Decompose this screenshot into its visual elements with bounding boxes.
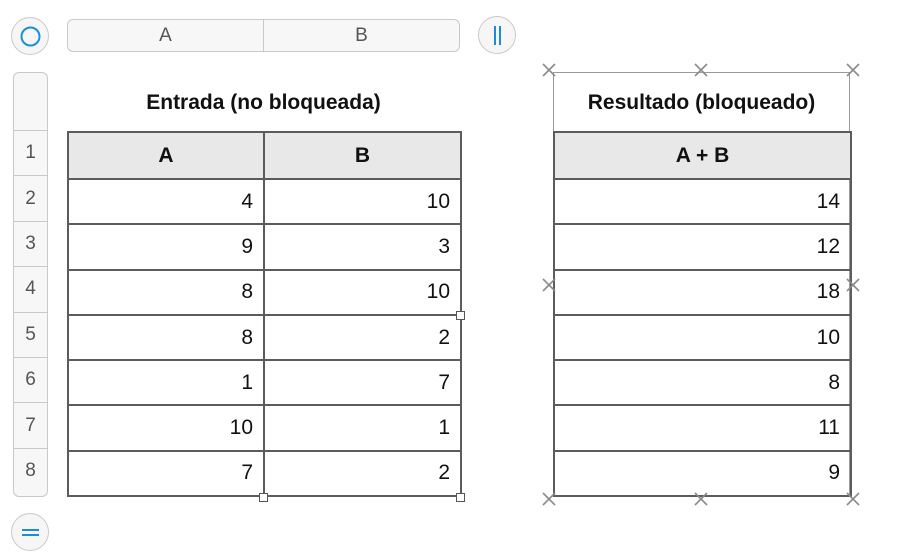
x-mark-icon xyxy=(543,279,555,291)
table-header-row xyxy=(68,132,461,179)
input-cell[interactable]: 3 xyxy=(264,224,461,269)
input-cell[interactable]: 2 xyxy=(264,315,461,360)
column-handle-button[interactable] xyxy=(478,16,516,54)
row-header-blank xyxy=(14,73,47,131)
resize-handle-bottom[interactable] xyxy=(259,493,268,502)
result-cell: 11 xyxy=(554,405,851,450)
circle-icon xyxy=(12,18,50,56)
x-mark-icon xyxy=(543,64,555,76)
row-header-8[interactable]: 8 xyxy=(25,460,36,482)
input-cell[interactable]: 10 xyxy=(68,405,264,450)
input-header-a[interactable]: A xyxy=(68,132,264,179)
x-mark-icon xyxy=(543,493,555,505)
result-cell: 14 xyxy=(554,179,851,224)
column-header-bar xyxy=(67,19,460,52)
row-handle-button[interactable] xyxy=(11,513,49,551)
row-header-1[interactable]: 1 xyxy=(14,131,47,176)
pause-bars-icon xyxy=(479,17,517,55)
input-cell[interactable]: 2 xyxy=(264,451,461,496)
table-row xyxy=(68,360,461,405)
input-cell[interactable]: 10 xyxy=(264,270,461,315)
column-header-a[interactable]: A xyxy=(159,24,172,46)
result-header: A + B xyxy=(554,132,851,179)
input-cell[interactable]: 8 xyxy=(68,315,264,360)
result-cell: 9 xyxy=(554,451,851,496)
row-header-4[interactable]: 4 xyxy=(14,267,47,312)
equals-icon xyxy=(12,514,50,552)
result-cell: 18 xyxy=(554,270,851,315)
result-cell: 12 xyxy=(554,224,851,269)
table-row xyxy=(68,451,461,496)
row-header-bar xyxy=(13,72,48,497)
input-table-title: Entrada (no bloqueada) xyxy=(146,91,381,114)
row-header-2[interactable]: 2 xyxy=(14,176,47,221)
row-header-7[interactable]: 7 xyxy=(14,403,47,448)
x-mark-icon xyxy=(695,493,707,505)
x-mark-icon xyxy=(847,64,859,76)
input-header-b[interactable]: B xyxy=(264,132,461,179)
x-mark-icon xyxy=(695,64,707,76)
input-cell[interactable]: 8 xyxy=(68,270,264,315)
input-cell[interactable]: 7 xyxy=(68,451,264,496)
column-header-b[interactable]: B xyxy=(263,20,459,51)
row-header-3[interactable]: 3 xyxy=(14,222,47,267)
input-cell[interactable]: 10 xyxy=(264,179,461,224)
table-row xyxy=(68,179,461,224)
input-cell[interactable]: 1 xyxy=(264,405,461,450)
table-row xyxy=(68,315,461,360)
input-cell[interactable]: 4 xyxy=(68,179,264,224)
resize-handle-corner[interactable] xyxy=(456,493,465,502)
locked-markers xyxy=(540,60,870,510)
input-cell[interactable]: 7 xyxy=(264,360,461,405)
table-row xyxy=(68,405,461,450)
select-all-button[interactable] xyxy=(11,17,49,55)
input-cell[interactable]: 1 xyxy=(68,360,264,405)
input-cell[interactable]: 9 xyxy=(68,224,264,269)
result-table-title: Resultado (bloqueado) xyxy=(587,91,816,114)
x-mark-icon xyxy=(847,493,859,505)
x-mark-icon xyxy=(847,279,859,291)
result-cell: 10 xyxy=(554,315,851,360)
table-row xyxy=(68,224,461,269)
row-header-5[interactable]: 5 xyxy=(14,313,47,358)
input-table xyxy=(67,131,462,497)
resize-handle-right[interactable] xyxy=(456,311,465,320)
table-row xyxy=(68,270,461,315)
row-header-6[interactable]: 6 xyxy=(14,358,47,403)
result-cell: 8 xyxy=(554,360,851,405)
